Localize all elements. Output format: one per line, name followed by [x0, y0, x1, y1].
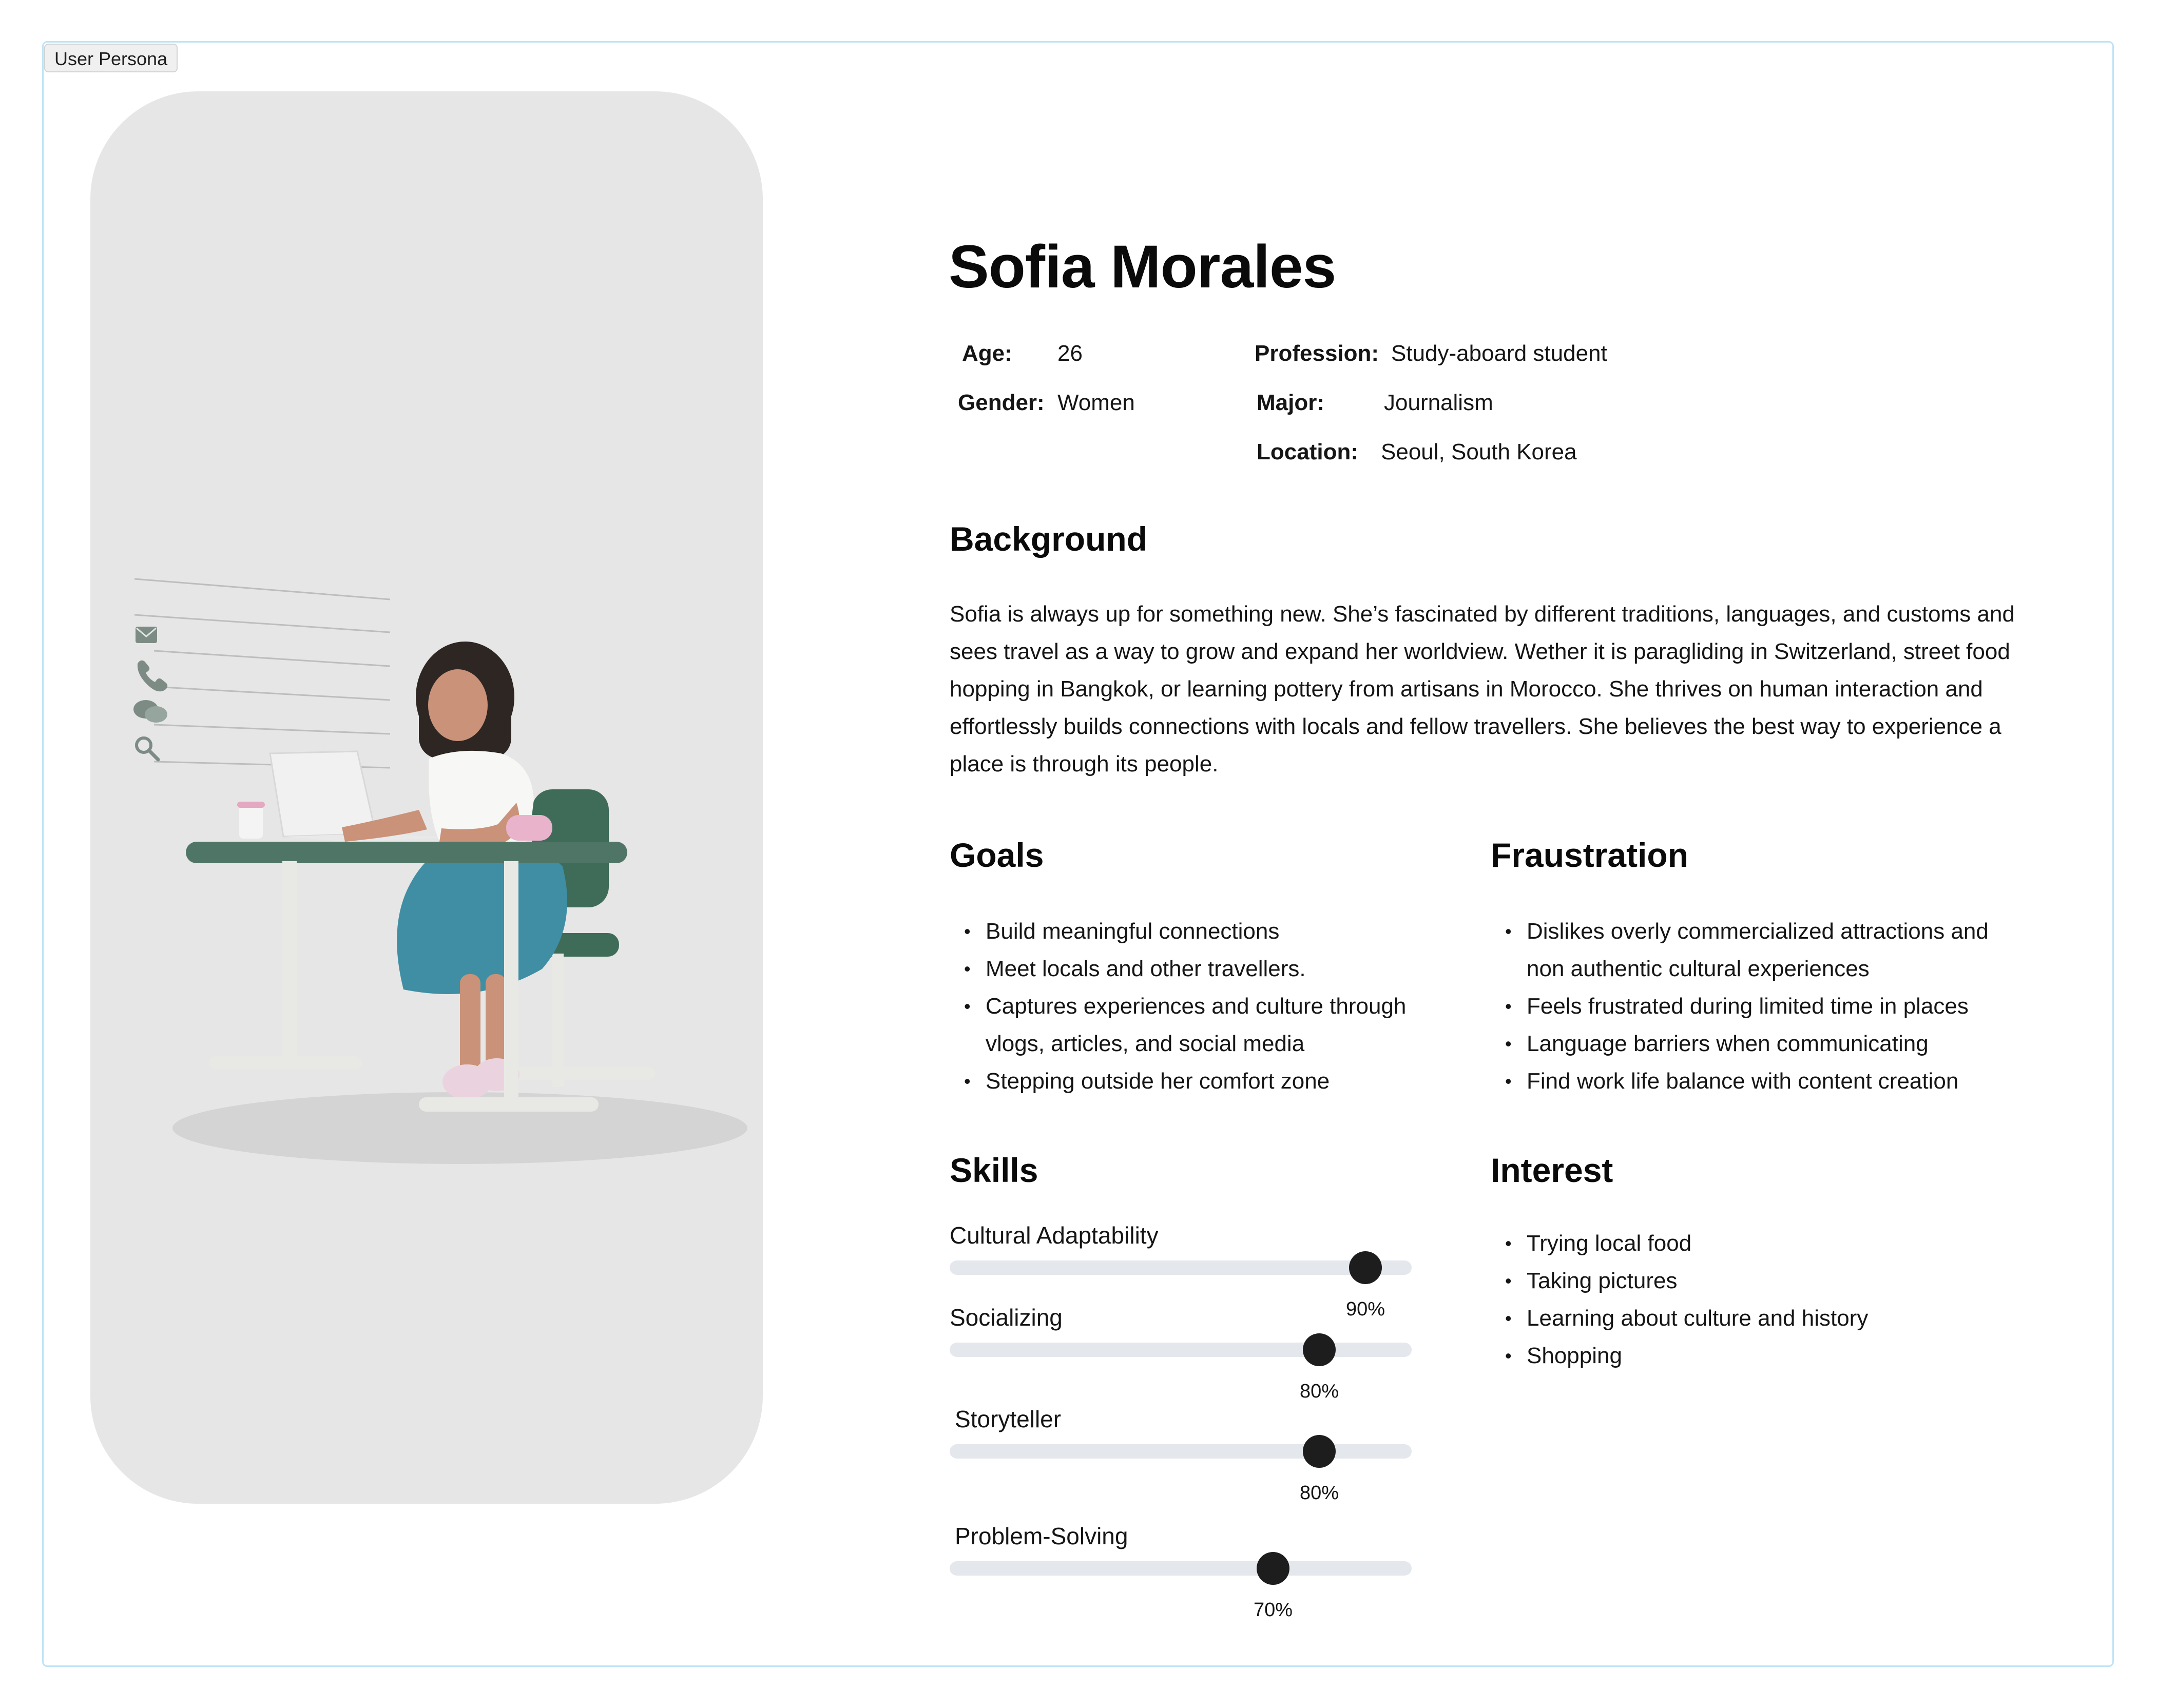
- gender-field: [958, 390, 1045, 416]
- interest-heading: Interest: [1491, 1151, 1613, 1189]
- skill-label: Socializing: [950, 1304, 1063, 1331]
- age-label: Age:: [962, 341, 1012, 366]
- goal-item: • Meet locals and other travellers.: [950, 950, 1453, 987]
- skill-slider[interactable]: [950, 1522, 1412, 1640]
- location-field: [1257, 439, 1358, 465]
- interest-item: • Trying local food: [1491, 1225, 2004, 1262]
- skill-track[interactable]: [950, 1561, 1412, 1576]
- frame-label: User Persona: [44, 44, 178, 72]
- persona-illustration: [90, 91, 763, 1504]
- interest-item: • Shopping: [1491, 1337, 2004, 1374]
- skill-label: Problem-Solving: [955, 1523, 1128, 1549]
- profession-field: [1255, 341, 1379, 366]
- search-icon: [137, 738, 158, 760]
- skill-label: Cultural Adaptability: [950, 1222, 1159, 1249]
- goals-list: [950, 913, 1453, 1100]
- skill-percent: 90%: [1345, 1298, 1385, 1320]
- goal-item: • Stepping outside her comfort zone: [950, 1062, 1453, 1100]
- skill-slider[interactable]: [950, 1304, 1412, 1422]
- interest-list: [1491, 1225, 2004, 1374]
- major-label: Major:: [1257, 390, 1324, 415]
- skill-slider[interactable]: [950, 1405, 1412, 1523]
- profession-value: Study-aboard student: [1391, 341, 1607, 366]
- age-field: [962, 341, 1012, 366]
- frustration-heading: Fraustration: [1491, 836, 1689, 874]
- goal-item: • Build meaningful connections: [950, 913, 1453, 950]
- persona-name: Sofia Morales: [949, 233, 1336, 301]
- skill-track[interactable]: [950, 1260, 1412, 1275]
- frustration-item: • Dislikes overly commercialized attractions and non authentic cultural experiences: [1491, 913, 2019, 987]
- skill-label: Storyteller: [955, 1406, 1062, 1432]
- background-text: Sofia is always up for something new. She’s fascinated by different traditions, languages, and customs and sees travel as a way to grow and expand her worldview. Wether it is paragliding in Switzerland, street food hopping in Bangkok, or learning pottery from artisans in Morocco. She thrives on human interaction and effortlessly builds connections with locals and fellow travellers. She believes the best way to experience a place is through its people.: [950, 601, 2015, 777]
- skill-track[interactable]: [950, 1343, 1412, 1357]
- background-heading: Background: [950, 520, 1148, 558]
- age-value: 26: [1057, 341, 1083, 366]
- skill-percent: 80%: [1299, 1482, 1339, 1504]
- interest-item: • Taking pictures: [1491, 1262, 2004, 1299]
- phone-icon: [138, 661, 167, 692]
- goal-item: • Captures experiences and culture through vlogs, articles, and social media: [950, 987, 1453, 1062]
- skill-thumb[interactable]: [1303, 1435, 1336, 1468]
- skills-heading: Skills: [950, 1151, 1038, 1189]
- persona-image-card: [90, 91, 763, 1504]
- frustration-item: • Find work life balance with content creation: [1491, 1062, 2019, 1100]
- mail-icon: [136, 627, 157, 643]
- skill-percent: 70%: [1253, 1599, 1293, 1621]
- skill-track[interactable]: [950, 1444, 1412, 1459]
- major-field: [1257, 390, 1324, 416]
- profession-label: Profession:: [1255, 341, 1379, 366]
- skill-thumb[interactable]: [1257, 1552, 1289, 1585]
- gender-value: Women: [1057, 390, 1135, 415]
- goals-heading: Goals: [950, 836, 1044, 874]
- skill-thumb[interactable]: [1303, 1333, 1336, 1366]
- location-label: Location:: [1257, 439, 1358, 464]
- skill-thumb[interactable]: [1349, 1251, 1382, 1284]
- gender-label: Gender:: [958, 390, 1045, 415]
- major-value: Journalism: [1384, 390, 1493, 415]
- location-value: Seoul, South Korea: [1381, 439, 1577, 464]
- interest-item: • Learning about culture and history: [1491, 1299, 2004, 1337]
- chat-icon: [133, 700, 167, 723]
- frustration-item: • Feels frustrated during limited time in places: [1491, 987, 2019, 1025]
- frustration-item: • Language barriers when communicating: [1491, 1025, 2019, 1062]
- frustration-list: [1491, 913, 2019, 1100]
- skill-percent: 80%: [1299, 1381, 1339, 1402]
